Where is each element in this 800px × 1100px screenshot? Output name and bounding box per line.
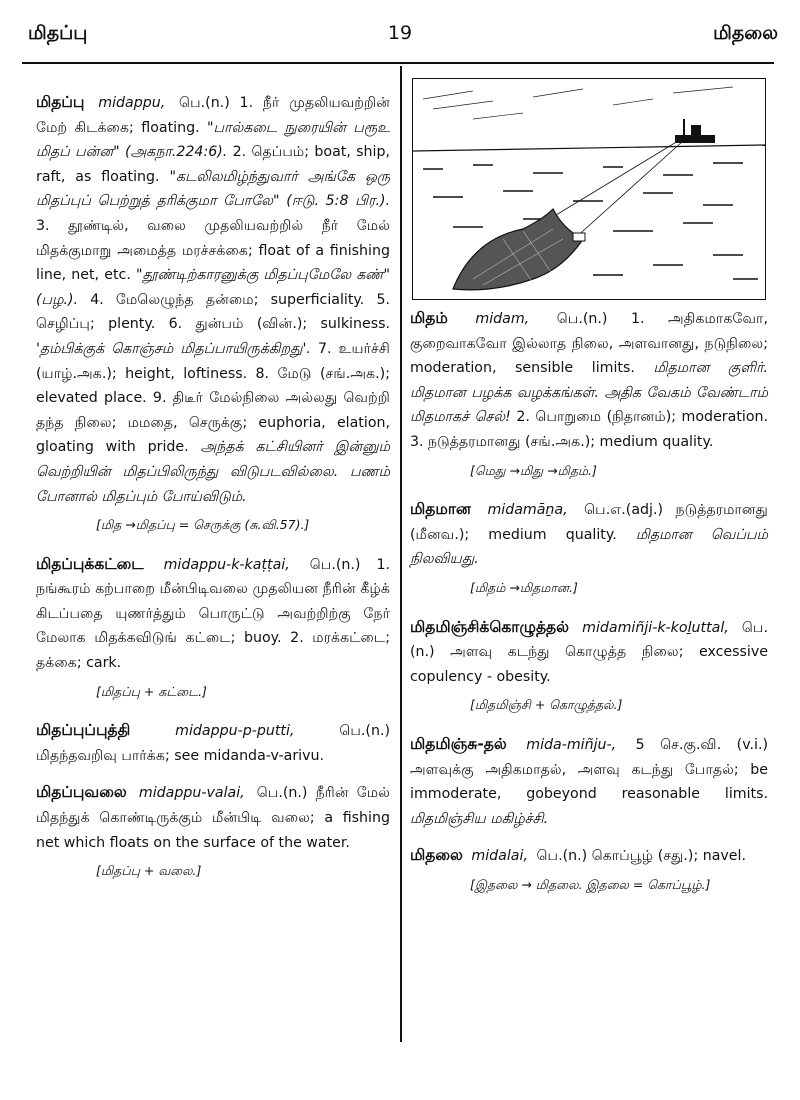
definition: 1. நங்கூரம் கற்பாறை மீன்பிடிவலை முதலியன நீரின் கீழ்க் கிடப்பதை யுணர்த்தும் பொருட்டு அவற்றிற்கு நேர் மேலாக மிதக்கவிடுங் கட்டை; buoy. 2. மரக்கட்டை; தக்கை; cark. xyxy=(36,556,390,672)
entry-midappu-valai xyxy=(36,780,390,883)
transliteration: midappu-k-kaṭṭai, xyxy=(163,556,290,573)
transliteration: midam, xyxy=(475,311,530,327)
etymology: [இதலை → மிதலை. இதலை = கொப்பூழ்.] xyxy=(470,876,711,892)
definition: 2. பொறுமை (நிதானம்); moderation. 3. நடுத்தரமானது (சங்.அக.); medium quality. xyxy=(410,409,769,450)
grammar-label: பெ.(n.) xyxy=(256,785,308,802)
transliteration: midappu-valai, xyxy=(138,785,245,802)
grammar-label: பெ.(n.) xyxy=(410,619,769,661)
example: அந்தக் கட்சியினர் இன்னும் வெற்றியின் மிதப்பிலிருந்து விடுபடவில்லை. பணம் போனால் மிதப்பும் போய்விடும். xyxy=(36,439,390,505)
headword: மிதமிஞ்சு-தல் xyxy=(410,734,507,753)
entry-midalai xyxy=(410,843,768,897)
definition: கொப்பூழ் (சது.); navel. xyxy=(591,848,746,865)
headword: மிதம் xyxy=(410,309,448,327)
entry-midappu-k-kattai xyxy=(36,552,390,705)
example: மிதமான குளிர். மிதமான பழக்க வழக்கங்கள். அதிக வேகம் வேண்டாம் மிதமாகச் செல்! xyxy=(410,360,769,426)
headword: மிதப்பு xyxy=(36,93,85,111)
transliteration: midappu, xyxy=(98,95,166,111)
definition: அளவுக்கு அதிகமாதல், அளவு கடந்து போதல்; be immoderate, gobeyond reasonable limits. xyxy=(410,761,768,803)
definition: 1. அதிகமாகவோ, குறைவாகவோ இல்லாத நிலை, அளவானது, நடுநிலை; moderation, sensible limits. xyxy=(410,311,768,377)
grammar-label: பெ.எ.(adj.) xyxy=(584,502,664,519)
definition: மிதந்தவறிவு பார்க்க; see midanda-v-arivu. xyxy=(36,747,324,764)
headword: மிதப்புப்புத்தி xyxy=(36,721,131,740)
grammar-label: பெ.(n.) xyxy=(556,311,608,327)
entry-midappu xyxy=(36,90,390,538)
definition: 7. உயர்ச்சி (யாழ்.அக.); height, loftiness. 8. மேடு (சங்.அக.); elevated place. 9. திடீர் மேல்நிலை அல்லது வெற்றி தந்த நிலை; மமதை, செருக்கு; euphoria, elation, gloating with pride. xyxy=(36,340,390,456)
etymology: [மித →மிதப்பு = செருக்கு (சு.வி.57).] xyxy=(96,517,310,533)
definition: நடுத்தரமானது (மீனவ.); medium quality. xyxy=(410,502,768,543)
definition: 2. தெப்பம்; boat, ship, raft, as floating. xyxy=(36,144,390,185)
example: மிதமிஞ்சிய மகிழ்ச்சி. xyxy=(410,810,549,827)
etymology: [மிதப்பு + வலை.] xyxy=(96,863,202,879)
headword: மிதலை xyxy=(410,846,463,865)
grammar-label: பெ.(n.) xyxy=(339,723,390,740)
definition: அளவு கடந்து கொழுத்த நிலை; excessive copulency - obesity. xyxy=(410,644,768,685)
left-column xyxy=(36,90,390,898)
grammar-label: பெ.(n.) xyxy=(309,556,361,573)
entry-mida-minju-tal xyxy=(410,732,768,831)
transliteration: midamāṉa, xyxy=(487,502,568,519)
entry-midappu-p-putti xyxy=(36,718,390,768)
citation: "பால்கடை நுரையின் பரூஉ மிதப் பன்ன" (அகநா.224:6). xyxy=(36,119,391,161)
page-header xyxy=(0,8,800,58)
column-divider xyxy=(400,66,402,1042)
definition: 3. தூண்டில், வலை முதலியவற்றில் நீர் மேல் மிதக்குமாறு அமைத்த மரச்சக்கை; float of a finishing line, net, etc. xyxy=(36,217,390,284)
etymology: [மிதமிஞ்சி + கொழுத்தல்.] xyxy=(470,697,623,713)
example: மிதமான வெப்பம் நிலவியது. xyxy=(410,526,768,568)
transliteration: midamiñji-k-koḻuttal, xyxy=(582,619,729,636)
definition: 4. மேலெழுந்த தன்மை; superficiality. 5. செழிப்பு; plenty. 6. துன்பம் (வின்.); sulkiness. xyxy=(36,291,390,333)
grammar-label: பெ.(n.) xyxy=(536,848,588,865)
header-rule xyxy=(22,62,774,64)
entry-midam xyxy=(410,306,768,483)
entry-midamana xyxy=(410,497,768,600)
header-left-guideword: மிதப்பு xyxy=(28,22,88,44)
grammar-label: பெ.(n.) xyxy=(179,95,230,111)
illustration-drawing xyxy=(413,79,765,299)
definition: 1. நீர் முதலியவற்றின் மேற் கிடக்கை; floating. xyxy=(36,95,391,136)
grammar-label: 5 செ.கு.வி. (v.i.) xyxy=(635,736,768,753)
right-column xyxy=(410,306,768,911)
citation: "தூண்டிற்காரனுக்கு மிதப்புமேலே கண்" (பழ.). xyxy=(36,267,391,308)
etymology: [மிதப்பு + கட்டை.] xyxy=(96,683,207,699)
citation: 'தம்பிக்குக் கொஞ்சம் மிதப்பாயிருக்கிறது'. xyxy=(36,340,311,357)
page-number: 19 xyxy=(387,22,413,44)
header-right-guideword: மிதலை xyxy=(713,22,778,44)
definition: நீரின் மேல் மிதந்துக் கொண்டிருக்கும் மீன்பிடி வலை; a fishing net which floats on the surface of the water. xyxy=(36,785,391,851)
headword: மிதமான xyxy=(410,500,471,519)
transliteration: midappu-p-putti, xyxy=(175,723,295,740)
citation: "கடலிலமிழ்ந்துவார் அங்கே ஒரு மிதப்புப் பெற்றுத் தரிக்குமா போலே" (ஈடு. 5:8 பிர.). xyxy=(36,168,391,210)
etymology: [மெது →மிது →மிதம்.] xyxy=(470,462,597,478)
entry-midaminji-k-koluttal xyxy=(410,615,768,718)
transliteration: mida-miñju-, xyxy=(526,736,617,753)
headword: மிதப்புவலை xyxy=(36,783,127,802)
transliteration: midalai, xyxy=(471,848,528,865)
etymology: [மிதம் →மிதமான.] xyxy=(470,579,578,595)
headword: மிதமிஞ்சிக்கொழுத்தல் xyxy=(410,617,570,636)
headword: மிதப்புக்கட்டை xyxy=(36,554,144,573)
fishing-boat-net-illustration xyxy=(412,78,766,300)
